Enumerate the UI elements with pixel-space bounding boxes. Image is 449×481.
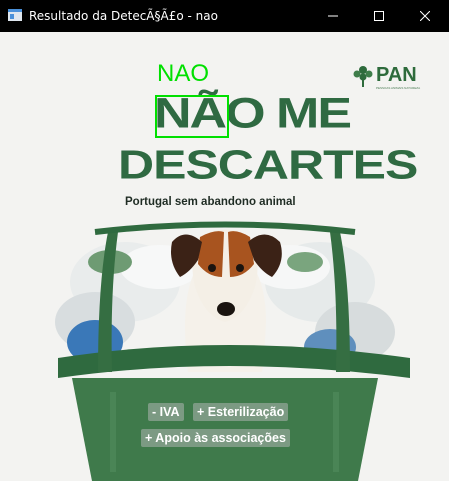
tree-logo-icon (352, 64, 374, 88)
poster-tagline: Portugal sem abandono animal (125, 196, 296, 208)
badge-esterilizacao: + Esterilização (193, 403, 288, 421)
maximize-button[interactable] (356, 0, 402, 32)
logo-wordmark: PAN (376, 64, 417, 86)
minimize-icon (328, 11, 338, 21)
close-button[interactable] (402, 0, 448, 32)
app-window-icon (8, 9, 22, 21)
badge-apoio: + Apoio às associações (141, 429, 290, 447)
logo-subtext: PESSOAS ANIMAIS NATUREZA (376, 86, 421, 90)
detection-label: NAO (157, 60, 210, 87)
detection-bounding-box (155, 95, 229, 138)
image-canvas (0, 32, 449, 481)
minimize-button[interactable] (310, 0, 356, 32)
title-bar[interactable] (0, 0, 449, 32)
maximize-icon (374, 11, 384, 21)
window-title: Resultado da DetecÃ§Ã£o - nao (29, 9, 218, 23)
headline-line-1: NÃO ME (154, 89, 350, 138)
pan-logo (352, 62, 424, 102)
headline-line-2: DESCARTES (118, 141, 418, 188)
close-icon (420, 11, 430, 21)
badge-iva: - IVA (148, 403, 184, 421)
